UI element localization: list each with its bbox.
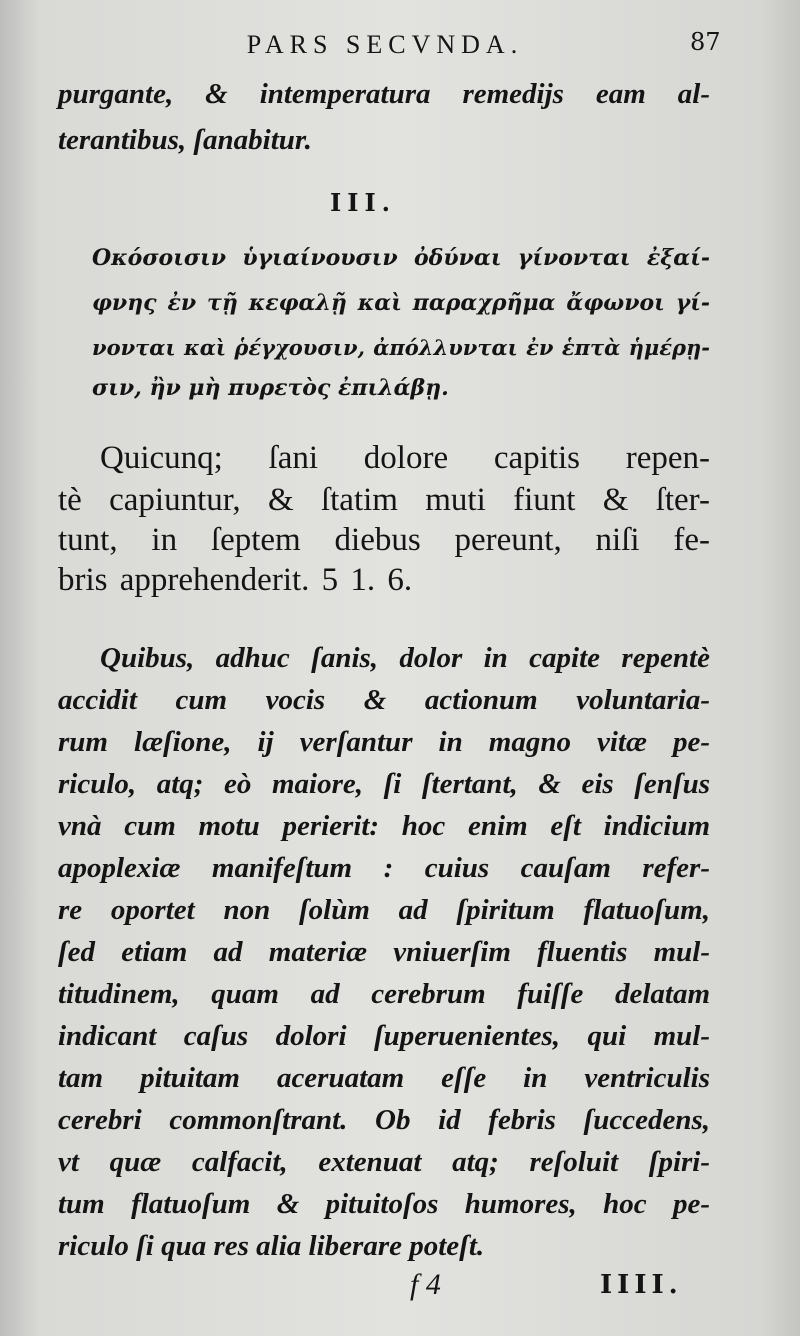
aphorism-numeral: III.: [330, 188, 397, 217]
latin-line: tunt, in ſeptem diebus pereunt, niſi fe-: [58, 522, 710, 558]
continuation-line: terantibus, ſanabitur.: [58, 124, 312, 156]
commentary-line: Quibus, adhuc ſanis, dolor in capite repentè: [100, 642, 710, 674]
catchword: IIII.: [600, 1270, 683, 1300]
greek-line: σιν, ἢν μὴ πυρετὸς ἐπιλάβῃ.: [92, 375, 449, 401]
commentary-line: riculo, atq; eò maiore, ſi ſtertant, & eis ſenſus: [58, 768, 710, 800]
commentary-line: riculo ſi qua res alia liberare poteſt.: [58, 1230, 485, 1262]
greek-line: Οκόσοισιν ὑγιαίνουσιν ὀδύναι γίνονται ἐξαί-: [92, 245, 710, 271]
running-title: PARS SECVNDA.: [246, 30, 524, 59]
commentary-line: cerebri commonſtrant. Ob id febris ſuccedens,: [58, 1104, 710, 1136]
signature-mark: f 4: [410, 1268, 441, 1301]
commentary-line: re oportet non ſolùm ad ſpiritum flatuoſum,: [58, 894, 710, 926]
commentary-line: indicant caſus dolori ſuperuenientes, qui mul-: [58, 1020, 710, 1052]
latin-line: bris apprehenderit. 5 1. 6.: [58, 562, 413, 598]
greek-line: νονται καὶ ῥέγχουσιν, ἀπόλλυνται ἐν ἑπτὰ ἡμέρῃ-: [92, 335, 710, 360]
commentary-line: ſed etiam ad materiæ vniuerſim fluentis mul-: [58, 936, 710, 968]
commentary-line: tam pituitam aceruatam eſſe in ventriculis: [58, 1062, 710, 1094]
continuation-line: purgante, & intemperatura remedijs eam al-: [58, 78, 710, 110]
latin-line: tè capiuntur, & ſtatim muti fiunt & ſter-: [58, 482, 710, 518]
page-number: 87: [690, 28, 721, 56]
commentary-line: tum flatuoſum & pituitoſos humores, hoc pe-: [58, 1188, 710, 1220]
commentary-line: vnà cum motu perierit: hoc enim eſt indicium: [58, 810, 710, 842]
commentary-line: accidit cum vocis & actionum voluntaria-: [58, 684, 710, 716]
commentary-line: titudinem, quam ad cerebrum fuiſſe delatam: [58, 978, 710, 1010]
latin-line: Quicunq; ſani dolore capitis repen-: [100, 440, 710, 476]
greek-line: φνης ἐν τῇ κεφαλῇ καὶ παραχρῆμα ἄφωνοι γί-: [92, 290, 710, 316]
commentary-line: rum læſione, ij verſantur in magno vitæ pe-: [58, 726, 710, 758]
commentary-line: apoplexiæ manifeſtum : cuius cauſam refer-: [58, 852, 710, 884]
commentary-line: vt quæ calfacit, extenuat atq; reſoluit ſpiri-: [58, 1146, 710, 1178]
